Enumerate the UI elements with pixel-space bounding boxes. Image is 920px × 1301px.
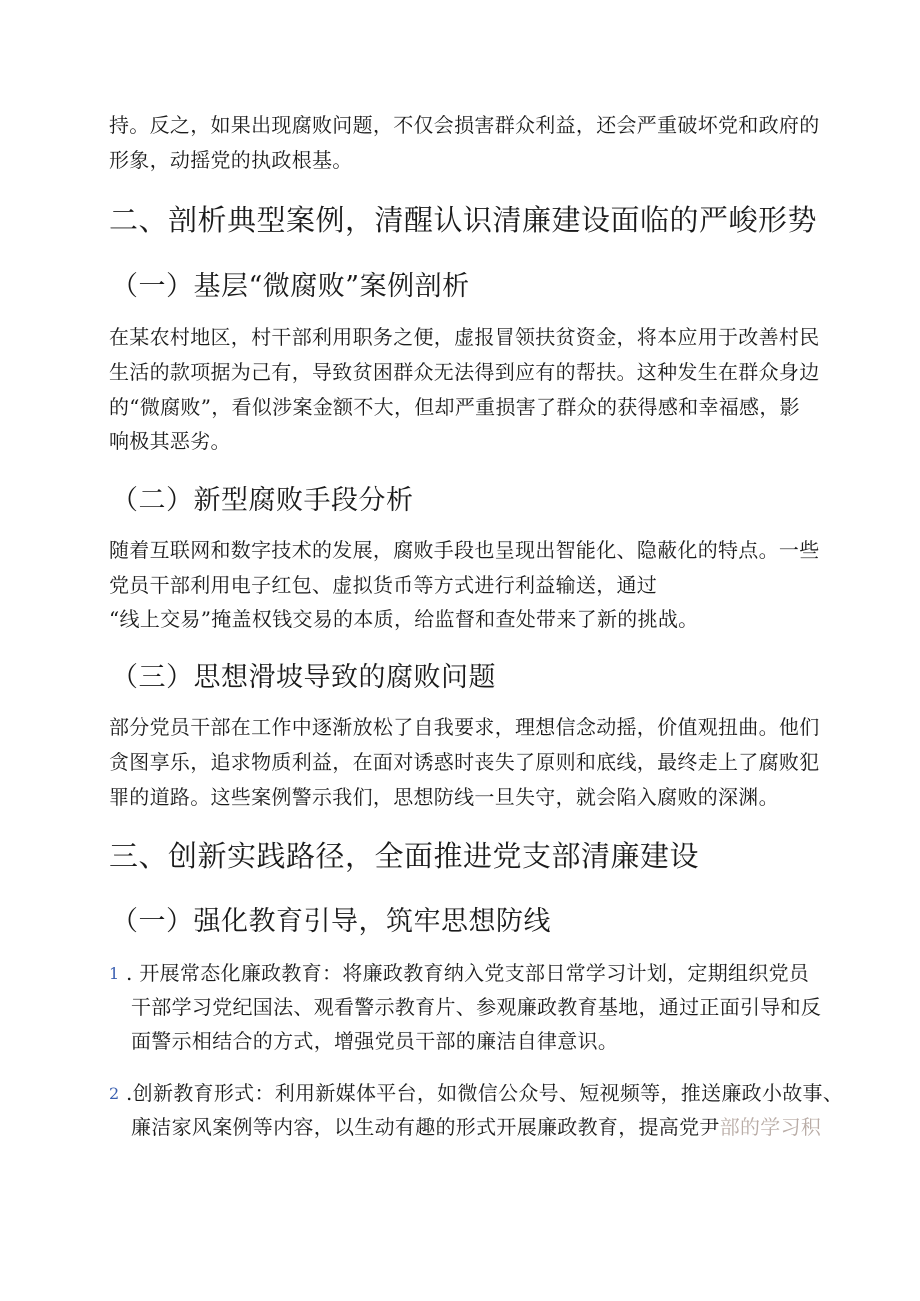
list-item-line: . 开展常态化廉政教育：将廉政教育纳入党支部日常学习计划，定期组织党员 [126,961,810,985]
section-2-sub-1-line: 生活的款项据为己有，导致贫困群众无法得到应有的帮扶。这种发生在群众身边 [109,360,820,384]
section-2-heading: 二、剖析典型案例，清醒认识清廉建设面临的严峻形势 [109,203,818,237]
list-item-last-line-faded: 部的学习积 [719,1115,822,1139]
section-2-sub-1-heading: （一）基层“微腐败”案例剖析 [111,271,470,302]
list-item-number: 2 [109,1084,120,1103]
list-item-last-line [131,1117,821,1137]
section-2-sub-2-line: 党员干部利用电子红包、虚拟货币等方式进行利益输送，通过 [109,573,658,597]
section-2-sub-1-line: 的“微腐败”，看似涉案金额不大，但却严重损害了群众的获得感和幸福感，影 [109,395,800,419]
section-2-sub-3-line: 罪的道路。这些案例警示我们，思想防线一旦失守，就会陷入腐败的深渊。 [109,785,779,809]
section-2-sub-1-line: 在某农村地区，村干部利用职务之便，虚报冒领扶贫资金，将本应用于改善村民 [109,325,820,349]
intro-line-1: 持。反之，如果出现腐败问题，不仅会损害群众利益，还会严重破坏党和政府的 [109,113,820,137]
intro-line-2: 形象，动摇党的执政根基。 [109,148,353,172]
list-item-line: 干部学习党纪国法、观看警示教育片、参观廉政教育基地，通过正面引导和反 [131,995,822,1019]
section-3-heading: 三、创新实践路径，全面推进党支部清廉建设 [109,839,700,873]
section-2-sub-2-line: “线上交易”掩盖权钱交易的本质，给监督和查处带来了新的挑战。 [109,607,699,631]
section-2-sub-3-heading: （三）思想滑坡导致的腐败问题 [111,662,496,693]
list-item-line: 面警示相结合的方式，增强党员干部的廉洁自律意识。 [131,1029,619,1053]
section-2-sub-1-line: 响极其恶劣。 [109,429,231,453]
section-2-sub-2-line: 随着互联网和数字技术的发展，腐败手段也呈现出智能化、隐蔽化的特点。一些 [109,538,820,562]
list-item-number: 1 [109,964,120,983]
section-2-sub-3-line: 贪图享乐，追求物质利益，在面对诱惑时丧失了原则和底线，最终走上了腐败犯 [109,750,820,774]
section-3-sub-1-heading: （一）强化教育引导，筑牢思想防线 [111,906,551,937]
section-2-sub-2-heading: （二）新型腐败手段分析 [111,485,414,516]
list-item-line: .创新教育形式：利用新媒体平台，如微信公众号、短视频等，推送廉政小故事、 [126,1081,844,1105]
list-item-last-line-main: 廉洁家风案例等内容，以生动有趣的形式开展廉政教育，提高党尹 [131,1115,720,1139]
section-2-sub-3-line: 部分党员干部在工作中逐渐放松了自我要求，理想信念动摇，价值观扭曲。他们 [109,715,820,739]
